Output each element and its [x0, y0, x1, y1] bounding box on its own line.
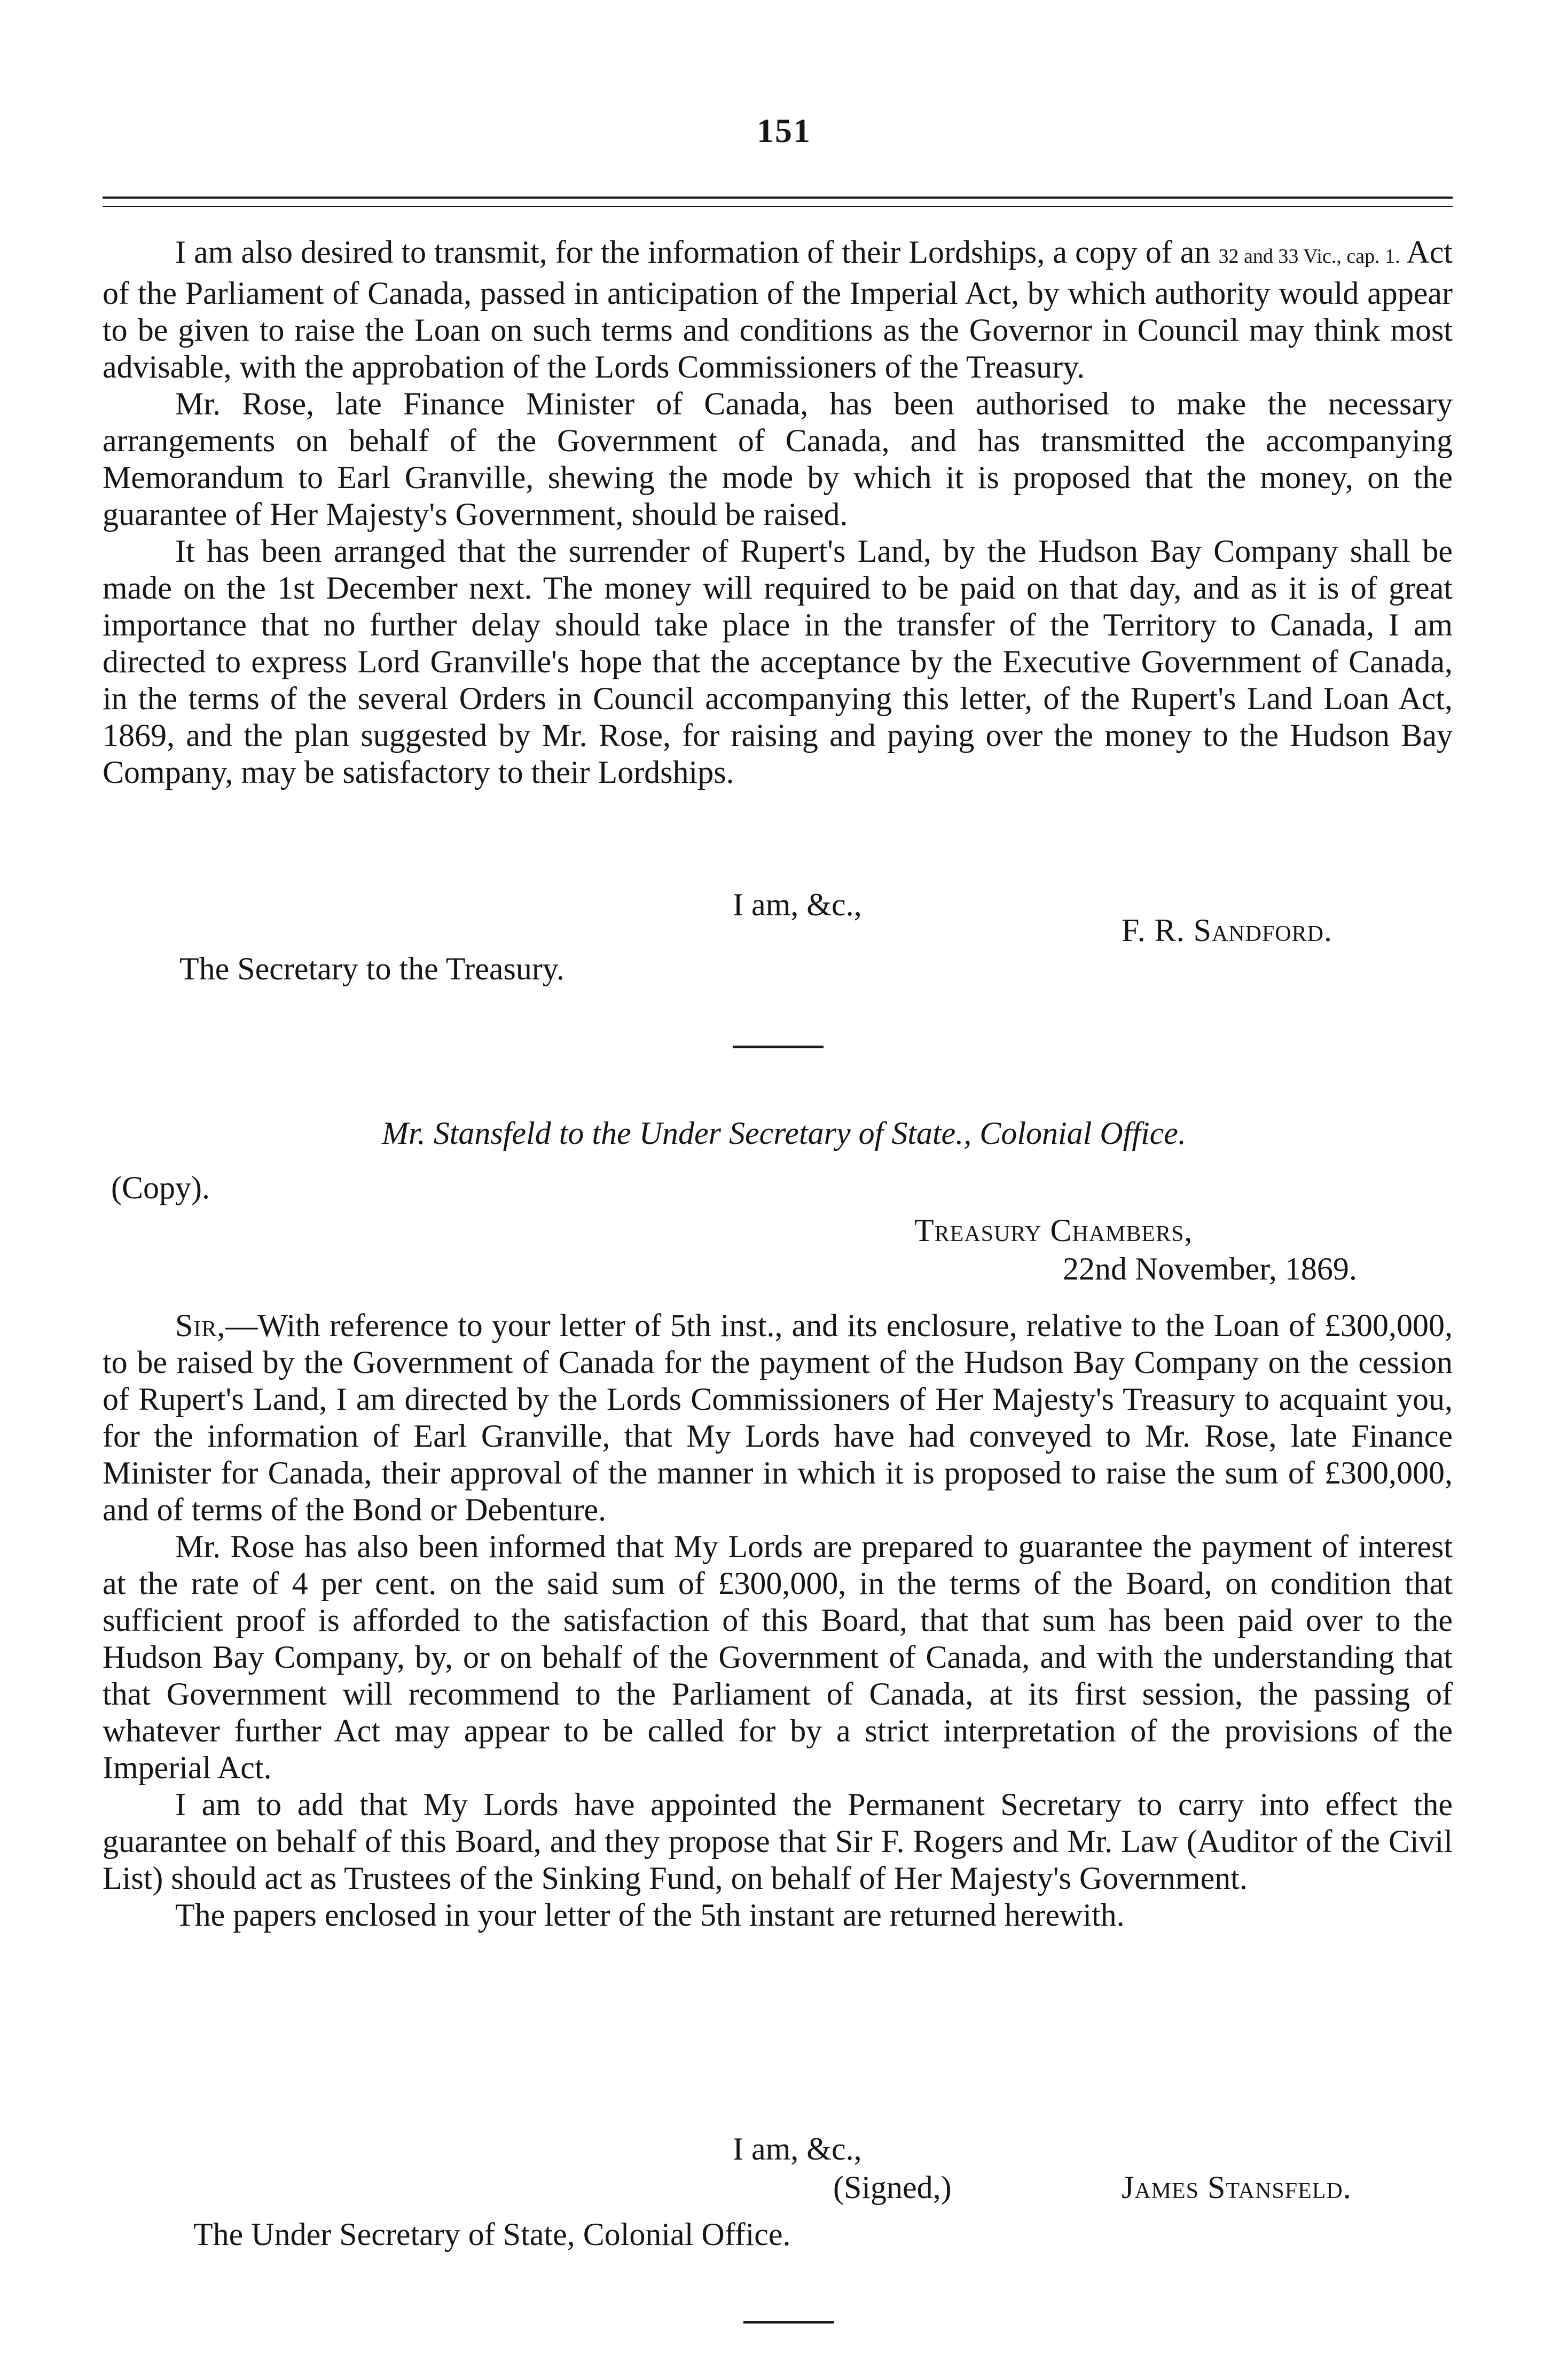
- letter1-signature: F. R. Sandford.: [1122, 913, 1332, 948]
- letter2-paragraph-2: Mr. Rose has also been informed that My Lords are prepared to guarantee the payment of interest at the rate of 4 per cent. on the said sum of £300,000, in the terms of the Board, on condition that sufficient proof is afforded to the satisfaction of this Board, that that sum has been paid over to the Hudson Bay Company, by, or on behalf of the Government of Canada, and with the understanding that that Government will recommend to the Parliament of Canada, at its first session, the passing of whatever further Act may appear to be called for by a strict interpretation of the provisions of the Imperial Act.: [103, 1529, 1453, 1785]
- letter2-p1-text: —With reference to your letter of 5th inst., and its enclosure, relative to the Loan of £300,000, to be raised by the Government of Canada for the payment of the Hudson Bay Company on the cession of Rupert's Land, I am directed by the Lords Commissioners of Her Majesty's Treasury to acquaint you, for the information of Earl Granville, that My Lords have had conveyed to Mr. Rose, late Finance Minister for Canada, their approval of the manner in which it is proposed to raise the sum of £300,000, and of terms of the Bond or Debenture.: [103, 1308, 1453, 1527]
- letter2-date: 22nd November, 1869.: [1063, 1251, 1357, 1286]
- letter2-signature: James Stansfeld.: [1122, 2170, 1352, 2205]
- letter1-paragraph-1: [103, 234, 1453, 386]
- letter2-paragraph-4: The papers enclosed in your letter of the 5th instant are returned herewith.: [175, 1897, 1125, 1933]
- letter2-heading: Mr. Stansfeld to the Under Secretary of State., Colonial Office.: [382, 1116, 1186, 1151]
- letter1-body: [103, 234, 1453, 791]
- letter2-signed: (Signed,): [833, 2170, 952, 2205]
- letter2-place: Treasury Chambers,: [914, 1213, 1193, 1248]
- copy-label: (Copy).: [111, 1170, 210, 1205]
- letter2-salutation: Sir,: [175, 1308, 226, 1343]
- letter1-p1-rest: Act of the Parliament of Canada, passed in anticipation of the Imperial Act, by which authority would appear to be given to raise the Loan on such terms and conditions as the Governor in Council may think most advisable, with the approbation of the Lords Commissioners of the Treasury.: [103, 234, 1453, 384]
- letter1-paragraph-3: It has been arranged that the surrender of Rupert's Land, by the Hudson Bay Company shall be made on the 1st December next. The money will required to be paid on that day, and as it is of great importance that no further delay should take place in the transfer of the Territory to Canada, I am directed to express Lord Granville's hope that the acceptance by the Executive Government of Canada, in the terms of the several Orders in Council accompanying this letter, of the Rupert's Land Loan Act, 1869, and the plan suggested by Mr. Rose, for raising and paying over the money to the Hudson Bay Company, may be satisfactory to their Lordships.: [103, 533, 1453, 790]
- footer-divider: [743, 2321, 834, 2324]
- page-number: 151: [757, 112, 811, 150]
- letter2-body: [103, 1307, 1453, 1934]
- letter2-paragraph-1: [103, 1307, 1453, 1528]
- header-rule-thin: [103, 206, 1453, 207]
- header-rule: [103, 197, 1453, 199]
- letter2-paragraph-3: I am to add that My Lords have appointed the Permanent Secretary to carry into effect the guarantee on behalf of this Board, and they propose that Sir F. Rogers and Mr. Law (Auditor of the Civil List) should act as Trustees of the Sinking Fund, on behalf of Her Majesty's Government.: [103, 1787, 1453, 1896]
- letter1-closing: I am, &c.,: [733, 887, 862, 922]
- section-divider: [733, 1046, 824, 1048]
- letter1-p1-line1: I am also desired to transmit, for the information of their Lordships, a copy of an: [175, 234, 1211, 270]
- margin-note: 32 and 33 Vic., cap. 1.: [1218, 245, 1400, 268]
- letter2-addressee: The Under Secretary of State, Colonial Office.: [193, 2217, 791, 2252]
- letter1-paragraph-2: Mr. Rose, late Finance Minister of Canada, has been authorised to make the necessary arrangements on behalf of the Government of Canada, and has transmitted the accompanying Memorandum to Earl Granville, shewing the mode by which it is proposed that the money, on the guarantee of Her Majesty's Government, should be raised.: [103, 386, 1453, 532]
- letter2-closing: I am, &c.,: [733, 2131, 862, 2167]
- letter1-addressee: The Secretary to the Treasury.: [179, 951, 565, 986]
